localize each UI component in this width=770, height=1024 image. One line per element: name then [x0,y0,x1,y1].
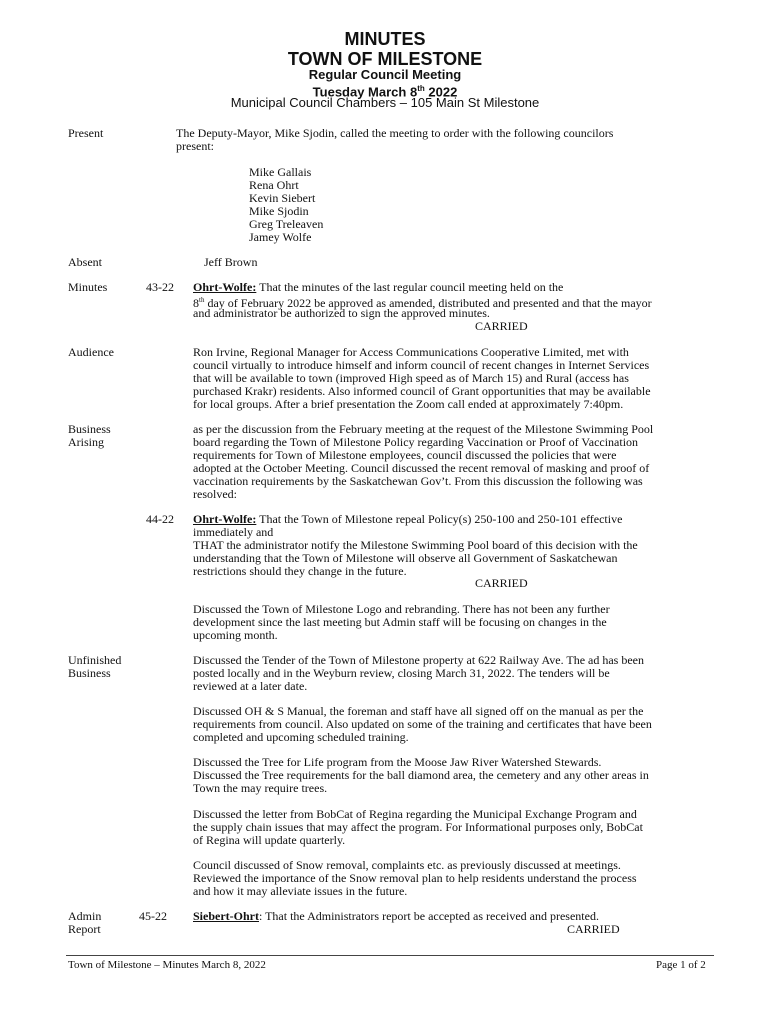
business-text: resolved: [193,487,237,501]
footer-rule [66,955,714,956]
business-arising-label: Arising [68,435,104,449]
motion-text: Siebert-Ohrt: That the Administrators report be accepted as received and presented. [193,909,599,923]
document-title: MINUTES [344,29,426,49]
unfinished-text: Reviewed the importance of the Snow removal plan to help residents understand the process [193,871,637,885]
admin-report-label: Report [68,922,101,936]
business-text: as per the discussion from the February meeting at the request of the Milestone Swimming Pool [193,422,654,436]
business-arising-label: Business [68,422,111,436]
logo-text: Discussed the Town of Milestone Logo and rebranding. There has not been any further [193,602,610,616]
motion-number: 45-22 [139,909,167,923]
unfinished-business-label: Business [68,666,111,680]
motion-text: understanding that the Town of Milestone will observe all Government of Saskatchewan [193,551,618,565]
audience-text: that will be available to town (improved High speed as of March 15) and Rural (access has [193,371,629,385]
unfinished-business-label: Unfinished [68,653,122,667]
business-text: vaccination requirements by the Saskatchewan Gov’t. From this discussion the following was [193,474,643,488]
motion-text: Ohrt-Wolfe: That the Town of Milestone repeal Policy(s) 250-100 and 250-101 effective [193,512,623,526]
unfinished-text: Discussed the Tree requirements for the ball diamond area, the cemetery and any other areas in [193,768,649,782]
motion-mover: Siebert-Ohrt [193,909,259,923]
absent-label: Absent [68,255,102,269]
motion-text: Ohrt-Wolfe: That the minutes of the last regular council meeting held on the [193,280,564,294]
councilor-name: Greg Treleaven [249,217,324,231]
councilor-name: Mike Gallais [249,165,312,179]
carried-label: CARRIED [567,922,620,936]
unfinished-text: reviewed at a later date. [193,679,308,693]
town-title: TOWN OF MILESTONE [287,49,483,69]
audience-text: council virtually to introduce himself and inform council of recent changes in Internet Services [193,358,650,372]
unfinished-text: Discussed the Tree for Life program from the Moose Jaw River Watershed Stewards. [193,755,602,769]
unfinished-text: Town the may require trees. [193,781,328,795]
motion-number: 43-22 [146,280,174,294]
present-line-1: The Deputy-Mayor, Mike Sjodin, called the meeting to order with the following councilors [176,126,614,140]
councilor-name: Rena Ohrt [249,178,299,192]
councilor-name: Mike Sjodin [249,204,309,218]
motion-mover: Ohrt-Wolfe: [193,512,257,526]
motion-text: 8th day of February 2022 be approved as amended, distributed and presented and that the mayor [193,296,652,310]
logo-text: development since the last meeting but Admin staff will be focusing on changes in the [193,615,607,629]
audience-text: purchased Krakr) residents. Also informed council of Grant opportunities that may be available [193,384,651,398]
unfinished-text: completed and upcoming scheduled training. [193,730,409,744]
motion-text: THAT the administrator notify the Milestone Swimming Pool board of this decision with the [193,538,638,552]
motion-text: immediately and [193,525,274,539]
motion-number: 44-22 [146,512,174,526]
business-text: adopted at the October Meeting. Council discussed the recent removal of masking and proof of [193,461,650,475]
meeting-date: Tuesday March 8th 2022 [312,84,458,100]
present-line-2: present: [176,139,214,153]
unfinished-text: Discussed the Tender of the Town of Milestone property at 622 Railway Ave. The ad has been [193,653,644,667]
audience-text: Ron Irvine, Regional Manager for Access Communications Cooperative Limited, met with [193,345,629,359]
carried-label: CARRIED [475,319,528,333]
footer-title: Town of Milestone – Minutes March 8, 2022 [68,959,266,971]
meeting-location: Municipal Council Chambers – 105 Main St Milestone [230,95,540,110]
business-text: requirements for Town of Milestone employees, council discussed the policies that were [193,448,617,462]
unfinished-text: of Regina will update quarterly. [193,833,346,847]
unfinished-text: posted locally and in the Weyburn review, closing March 31, 2022. The tenders will be [193,666,610,680]
logo-text: upcoming month. [193,628,278,642]
present-label: Present [68,126,104,140]
motion-mover: Ohrt-Wolfe: [193,280,257,294]
unfinished-text: Discussed the letter from BobCat of Regina regarding the Municipal Exchange Program and [193,807,637,821]
absent-name: Jeff Brown [204,255,258,269]
minutes-label: Minutes [68,280,108,294]
motion-text: restrictions should they change in the future. [193,564,407,578]
councilor-name: Jamey Wolfe [249,230,312,244]
carried-label: CARRIED [475,576,528,590]
unfinished-text: and how it may alleviate issues in the future. [193,884,408,898]
unfinished-text: Discussed OH & S Manual, the foreman and staff have all signed off on the manual as per the [193,704,644,718]
business-text: board regarding the Town of Milestone Policy regarding Vaccination or Proof of Vaccination [193,435,639,449]
audience-text: for local groups. After a brief presentation the Zoom call ended at approximately 7:40pm. [193,397,624,411]
unfinished-text: the supply chain issues that may affect the program. For Informational purposes only, BobCat [193,820,643,834]
unfinished-text: Council discussed of Snow removal, complaints etc. as previously discussed at meetings. [193,858,621,872]
audience-label: Audience [68,345,114,359]
page-number: Page 1 of 2 [656,959,706,971]
meeting-type: Regular Council Meeting [308,67,462,82]
admin-report-label: Admin [68,909,102,923]
motion-text: and administrator be authorized to sign the approved minutes. [193,306,490,320]
councilor-name: Kevin Siebert [249,191,316,205]
unfinished-text: requirements from council. Also updated on some of the training and certificates that have been [193,717,652,731]
